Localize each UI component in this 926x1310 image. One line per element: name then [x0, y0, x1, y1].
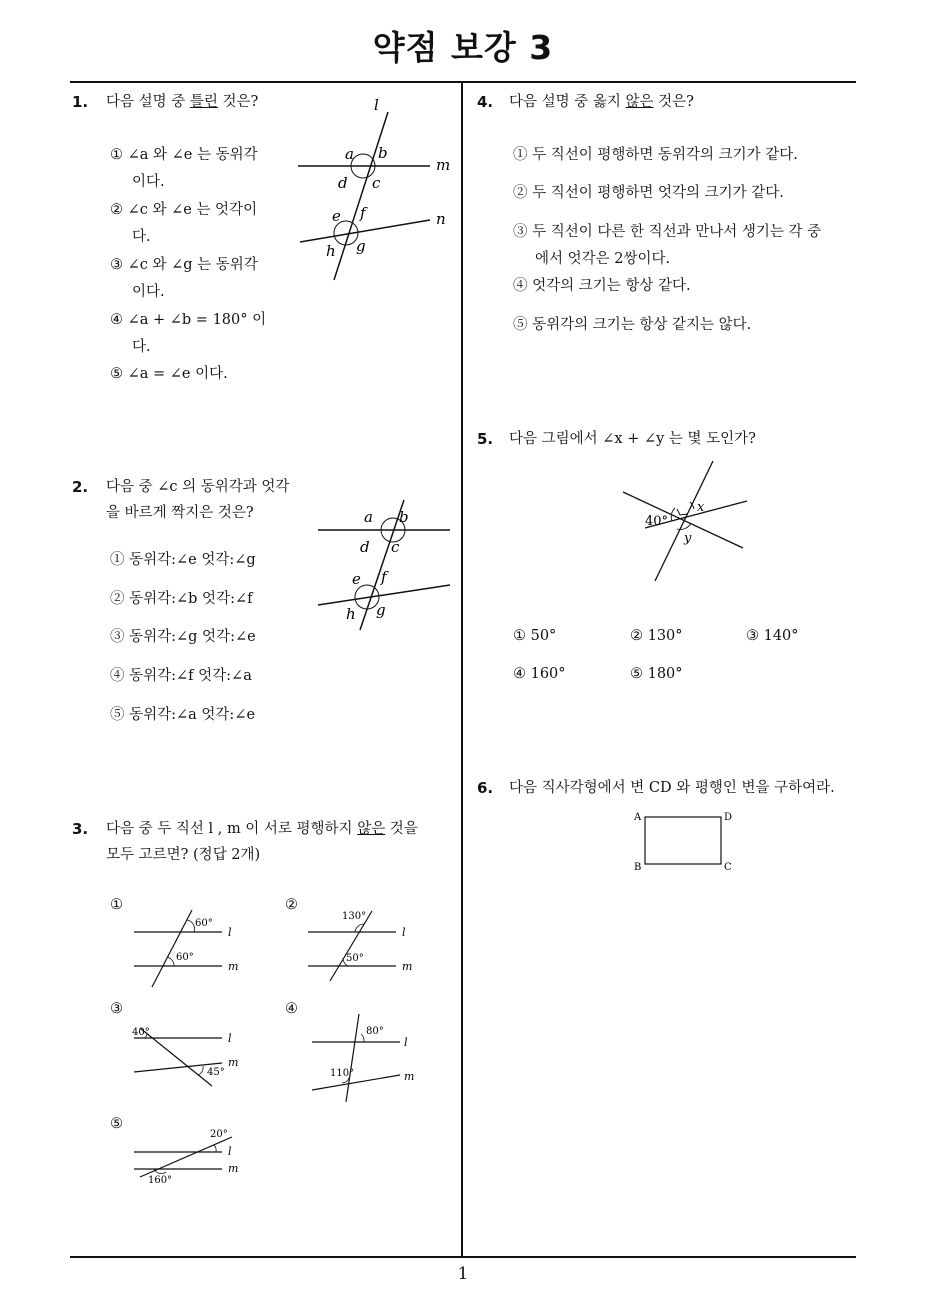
option-1[interactable]: [513, 142, 798, 169]
option-4[interactable]: [110, 307, 266, 361]
option-text: 에서 엇각은 2쌍이다.: [535, 251, 671, 267]
option-text: 140°: [763, 628, 799, 644]
stem-text: 다음 중 ∠c 의 동위각과 엇각: [106, 479, 290, 495]
option-mark: ④: [513, 666, 526, 682]
option-mark: ①: [110, 147, 123, 163]
option-mark: ②: [513, 185, 528, 201]
option-text: ∠a + ∠b = 180° 이: [127, 312, 267, 328]
angle-label-a: a: [345, 145, 354, 163]
page-number: 1: [457, 1264, 469, 1284]
angle-label-a: a: [364, 508, 373, 526]
option-text: 다.: [132, 229, 151, 245]
option-2[interactable]: [513, 180, 784, 207]
option-2[interactable]: [630, 623, 683, 650]
option-mark: ③: [746, 628, 759, 644]
line-label-m: m: [228, 1162, 239, 1175]
stem-underlined: 틀린: [189, 94, 218, 110]
question-stem: [106, 89, 258, 115]
question-number: 1.: [72, 93, 89, 111]
option-3[interactable]: [513, 219, 821, 273]
option-4-figure: [306, 1010, 431, 1105]
option-5[interactable]: [513, 312, 751, 339]
option-4[interactable]: [513, 273, 691, 300]
option-5-mark[interactable]: ⑤: [110, 1116, 123, 1132]
line-label-l: l: [374, 96, 379, 114]
question-number: 5.: [477, 430, 494, 448]
stem-text: 것은?: [653, 94, 694, 110]
option-text: 이다.: [132, 284, 165, 300]
angle-figure: [615, 456, 755, 586]
option-text: 두 직선이 다른 한 직선과 만나서 생기는 각 중: [532, 224, 822, 240]
column-divider: [461, 82, 463, 1257]
option-2[interactable]: [110, 197, 257, 251]
option-text: 두 직선이 평행하면 동위각의 크기가 같다.: [532, 147, 798, 163]
stem-underlined: 않은: [625, 94, 654, 110]
option-5[interactable]: [110, 702, 255, 729]
angle-label-f: f: [381, 568, 387, 586]
angle-label-d: d: [360, 538, 370, 556]
angle-label: 110°: [330, 1068, 355, 1079]
line-label-m: m: [436, 156, 451, 174]
angle-label: 60°: [195, 918, 213, 929]
question-number: 6.: [477, 779, 494, 797]
option-1[interactable]: [110, 142, 258, 196]
angle-label-e: e: [352, 570, 361, 588]
option-4[interactable]: [110, 663, 252, 690]
option-3[interactable]: [110, 624, 256, 651]
angle-label: 130°: [342, 911, 367, 922]
option-2-figure: [302, 905, 427, 995]
option-text: 이다.: [132, 174, 165, 190]
option-mark: ⑤: [110, 707, 125, 723]
option-mark: ②: [630, 628, 643, 644]
angle-label-f: f: [360, 204, 366, 222]
option-4-mark[interactable]: ④: [285, 1001, 298, 1017]
stem-text: 모두 고르면? (정답 2개): [106, 847, 261, 863]
vertex-label-b: B: [634, 862, 642, 873]
angle-label-c: c: [391, 538, 400, 556]
question-number: 4.: [477, 93, 494, 111]
option-mark: ①: [110, 552, 125, 568]
angle-label-y: y: [684, 531, 692, 546]
option-mark: ①: [513, 147, 528, 163]
option-mark: ④: [110, 312, 123, 328]
top-rule: [70, 81, 856, 83]
question-stem: 다음 그림에서 ∠x + ∠y 는 몇 도인가?: [509, 431, 756, 447]
angle-label-h: h: [346, 605, 356, 623]
angle-label-h: h: [326, 242, 336, 260]
angle-label-b: b: [399, 508, 409, 526]
question-stem: [509, 89, 694, 115]
option-text: ∠a 와 ∠e 는 동위각: [127, 147, 258, 163]
option-mark: ③: [110, 257, 123, 273]
option-mark: ③: [110, 629, 125, 645]
angle-label: 40°: [132, 1027, 150, 1038]
angle-label-e: e: [332, 207, 341, 225]
angle-label: 160°: [148, 1175, 173, 1186]
option-1[interactable]: [513, 623, 556, 650]
option-2[interactable]: [110, 586, 252, 613]
option-text: 50°: [530, 628, 557, 644]
angle-label: 80°: [366, 1026, 384, 1037]
option-5-figure: [128, 1125, 253, 1190]
stem-text: 다음 설명 중: [106, 94, 190, 110]
option-text: 동위각:∠b 엇각:∠f: [129, 591, 253, 607]
option-text: ∠a = ∠e 이다.: [127, 366, 228, 382]
line-label-l: l: [404, 1036, 408, 1049]
option-2-mark[interactable]: ②: [285, 897, 298, 913]
line-label-l: l: [228, 1145, 232, 1158]
angle-label-d: d: [338, 174, 348, 192]
question-number: 2.: [72, 478, 89, 496]
line-label-m: m: [404, 1070, 415, 1083]
option-text: ∠c 와 ∠g 는 동위각: [127, 257, 258, 273]
option-mark: ⑤: [630, 666, 643, 682]
option-mark: ②: [110, 591, 125, 607]
option-mark: ①: [513, 628, 526, 644]
option-text: 동위각:∠e 엇각:∠g: [129, 552, 256, 568]
option-5[interactable]: [630, 661, 683, 688]
option-text: 동위각의 크기는 항상 같지는 않다.: [532, 317, 752, 333]
line-label-l: l: [402, 926, 406, 939]
option-text: ∠c 와 ∠e 는 엇각이: [127, 202, 258, 218]
angle-label-g: g: [356, 237, 366, 255]
line-label-l: l: [228, 926, 232, 939]
question-stem: 다음 직사각형에서 변 CD 와 평행인 변을 구하여라.: [509, 780, 835, 796]
question-number: 3.: [72, 820, 89, 838]
vertex-label-d: D: [724, 812, 733, 823]
option-text: 180°: [647, 666, 683, 682]
stem-underlined: 않은: [357, 821, 386, 837]
option-mark: ③: [513, 224, 528, 240]
option-1[interactable]: [110, 547, 256, 574]
line-label-m: m: [402, 960, 413, 973]
vertex-label-a: A: [634, 812, 642, 823]
option-text: 160°: [530, 666, 566, 682]
stem-text: 을 바르게 짝지은 것은?: [106, 505, 254, 521]
angle-label: 20°: [210, 1129, 228, 1140]
stem-text: 것은?: [217, 94, 259, 110]
angle-label-x: x: [697, 500, 705, 515]
option-text: 동위각:∠a 엇각:∠e: [129, 707, 256, 723]
stem-text: 것을: [385, 821, 418, 837]
bottom-rule: [70, 1256, 856, 1258]
option-1-figure: [128, 905, 253, 995]
angle-label: 60°: [176, 952, 194, 963]
angle-label-g: g: [376, 601, 386, 619]
line-label-n: n: [436, 210, 446, 228]
option-1-mark[interactable]: ①: [110, 897, 123, 913]
transversal-figure: [312, 498, 462, 633]
angle-label-c: c: [372, 174, 381, 192]
line-label-m: m: [228, 960, 239, 973]
option-text: 130°: [647, 628, 683, 644]
stem-text: 다음 설명 중 옳지: [509, 94, 626, 110]
vertex-label-c: C: [724, 862, 732, 873]
option-3[interactable]: [110, 252, 258, 306]
stem-text: 다음 중 두 직선 l , m 이 서로 평행하지: [106, 821, 358, 837]
option-3[interactable]: [746, 623, 799, 650]
option-4[interactable]: [513, 661, 566, 688]
option-mark: ②: [110, 202, 123, 218]
option-mark: ④: [110, 668, 125, 684]
option-mark: ⑤: [110, 366, 123, 382]
line-label-m: m: [228, 1056, 239, 1069]
option-text: 엇각의 크기는 항상 같다.: [532, 278, 691, 294]
option-5[interactable]: [110, 361, 228, 388]
option-mark: ④: [513, 278, 528, 294]
option-text: 두 직선이 평행하면 엇각의 크기가 같다.: [532, 185, 784, 201]
option-text: 다.: [132, 339, 151, 355]
page-title: 약점 보강 3: [372, 28, 554, 67]
angle-label-b: b: [378, 144, 388, 162]
option-text: 동위각:∠f 엇각:∠a: [129, 668, 252, 684]
transversal-figure: [290, 92, 460, 297]
option-mark: ⑤: [513, 317, 528, 333]
rectangle-figure: [630, 808, 745, 873]
question-stem: [106, 474, 289, 526]
question-stem: [106, 816, 418, 868]
option-3-figure: [128, 1020, 253, 1090]
angle-label-40: 40°: [645, 514, 669, 529]
angle-label: 50°: [346, 953, 364, 964]
angle-label: 45°: [207, 1067, 225, 1078]
option-text: 동위각:∠g 엇각:∠e: [129, 629, 256, 645]
line-label-l: l: [228, 1032, 232, 1045]
option-3-mark[interactable]: ③: [110, 1001, 123, 1017]
